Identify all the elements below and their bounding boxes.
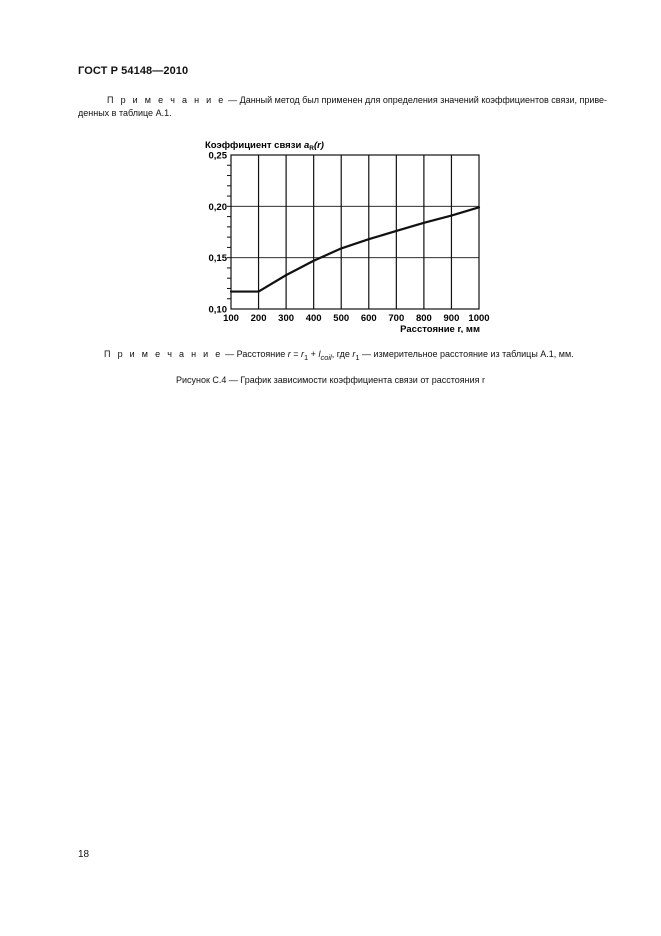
tick-marks: [227, 165, 231, 298]
x-tick-label: 800: [415, 313, 432, 324]
subscript-coil: coil: [320, 352, 332, 362]
x-tick-label: 600: [360, 313, 377, 324]
symbol-r: r: [287, 349, 291, 359]
data-points: [230, 206, 480, 292]
x-tick-label: 200: [250, 313, 267, 324]
x-tick-label: 300: [278, 313, 295, 324]
data-point: [478, 206, 480, 208]
x-axis-label: Расстояние r, мм: [400, 324, 480, 333]
x-tick-label: 1000: [468, 313, 490, 324]
series-line: [231, 207, 479, 291]
y-tick-labels: [209, 151, 228, 316]
figure-note: [104, 349, 574, 362]
y-axis-label: Коэффициент связи $a_R(r)$: [205, 140, 324, 152]
symbol-l: l: [318, 349, 321, 359]
data-point: [423, 222, 425, 224]
data-point: [340, 247, 342, 249]
figure-note-text: , где: [331, 349, 353, 359]
data-point: [313, 260, 315, 262]
figure-caption: Рисунок С.4 — График зависимости коэффициента связи от расстояния r: [175, 375, 486, 385]
data-point: [450, 214, 452, 216]
x-tick-label: 900: [443, 313, 460, 324]
figure-note-text: — измерительное расстояние из таблицы А.1, мм.: [359, 349, 574, 359]
figure-note-text: +: [308, 349, 319, 359]
subscript: 1: [355, 352, 360, 362]
coupling-coefficient-chart: [195, 133, 495, 333]
figure-note-text: =: [290, 349, 301, 359]
y-tick-label: 0,20: [208, 201, 227, 213]
figure-note-label: П р и м е ч а н и е: [104, 349, 223, 359]
x-tick-label: 400: [305, 313, 322, 324]
figure-note-text: — Расстояние: [222, 349, 288, 359]
document-id: ГОСТ Р 54148—2010: [78, 65, 189, 77]
x-tick-label: 100: [223, 313, 239, 324]
page-number: 18: [78, 849, 90, 860]
note-label: П р и м е ч а н и е: [107, 95, 226, 105]
x-tick-label: 500: [333, 313, 350, 324]
data-point: [285, 274, 287, 276]
subscript: 1: [304, 352, 309, 362]
symbol-r1: r: [352, 349, 356, 359]
data-point: [230, 290, 232, 292]
y-tick-label: 0,15: [208, 253, 227, 265]
note-text: — Данный метод был применен для определения значений коэффициентов связи, приве-: [225, 95, 608, 105]
data-point: [395, 230, 397, 232]
x-tick-labels: [223, 313, 490, 324]
symbol-r1: r: [301, 349, 304, 359]
note-text-cont: денных в таблице А.1.: [78, 108, 172, 118]
x-tick-label: 700: [388, 313, 405, 324]
data-point: [257, 290, 259, 292]
y-tick-label: 0,25: [208, 150, 227, 162]
note-paragraph: [78, 94, 614, 120]
data-point: [368, 238, 370, 240]
y-tick-label: 0,10: [208, 304, 227, 316]
